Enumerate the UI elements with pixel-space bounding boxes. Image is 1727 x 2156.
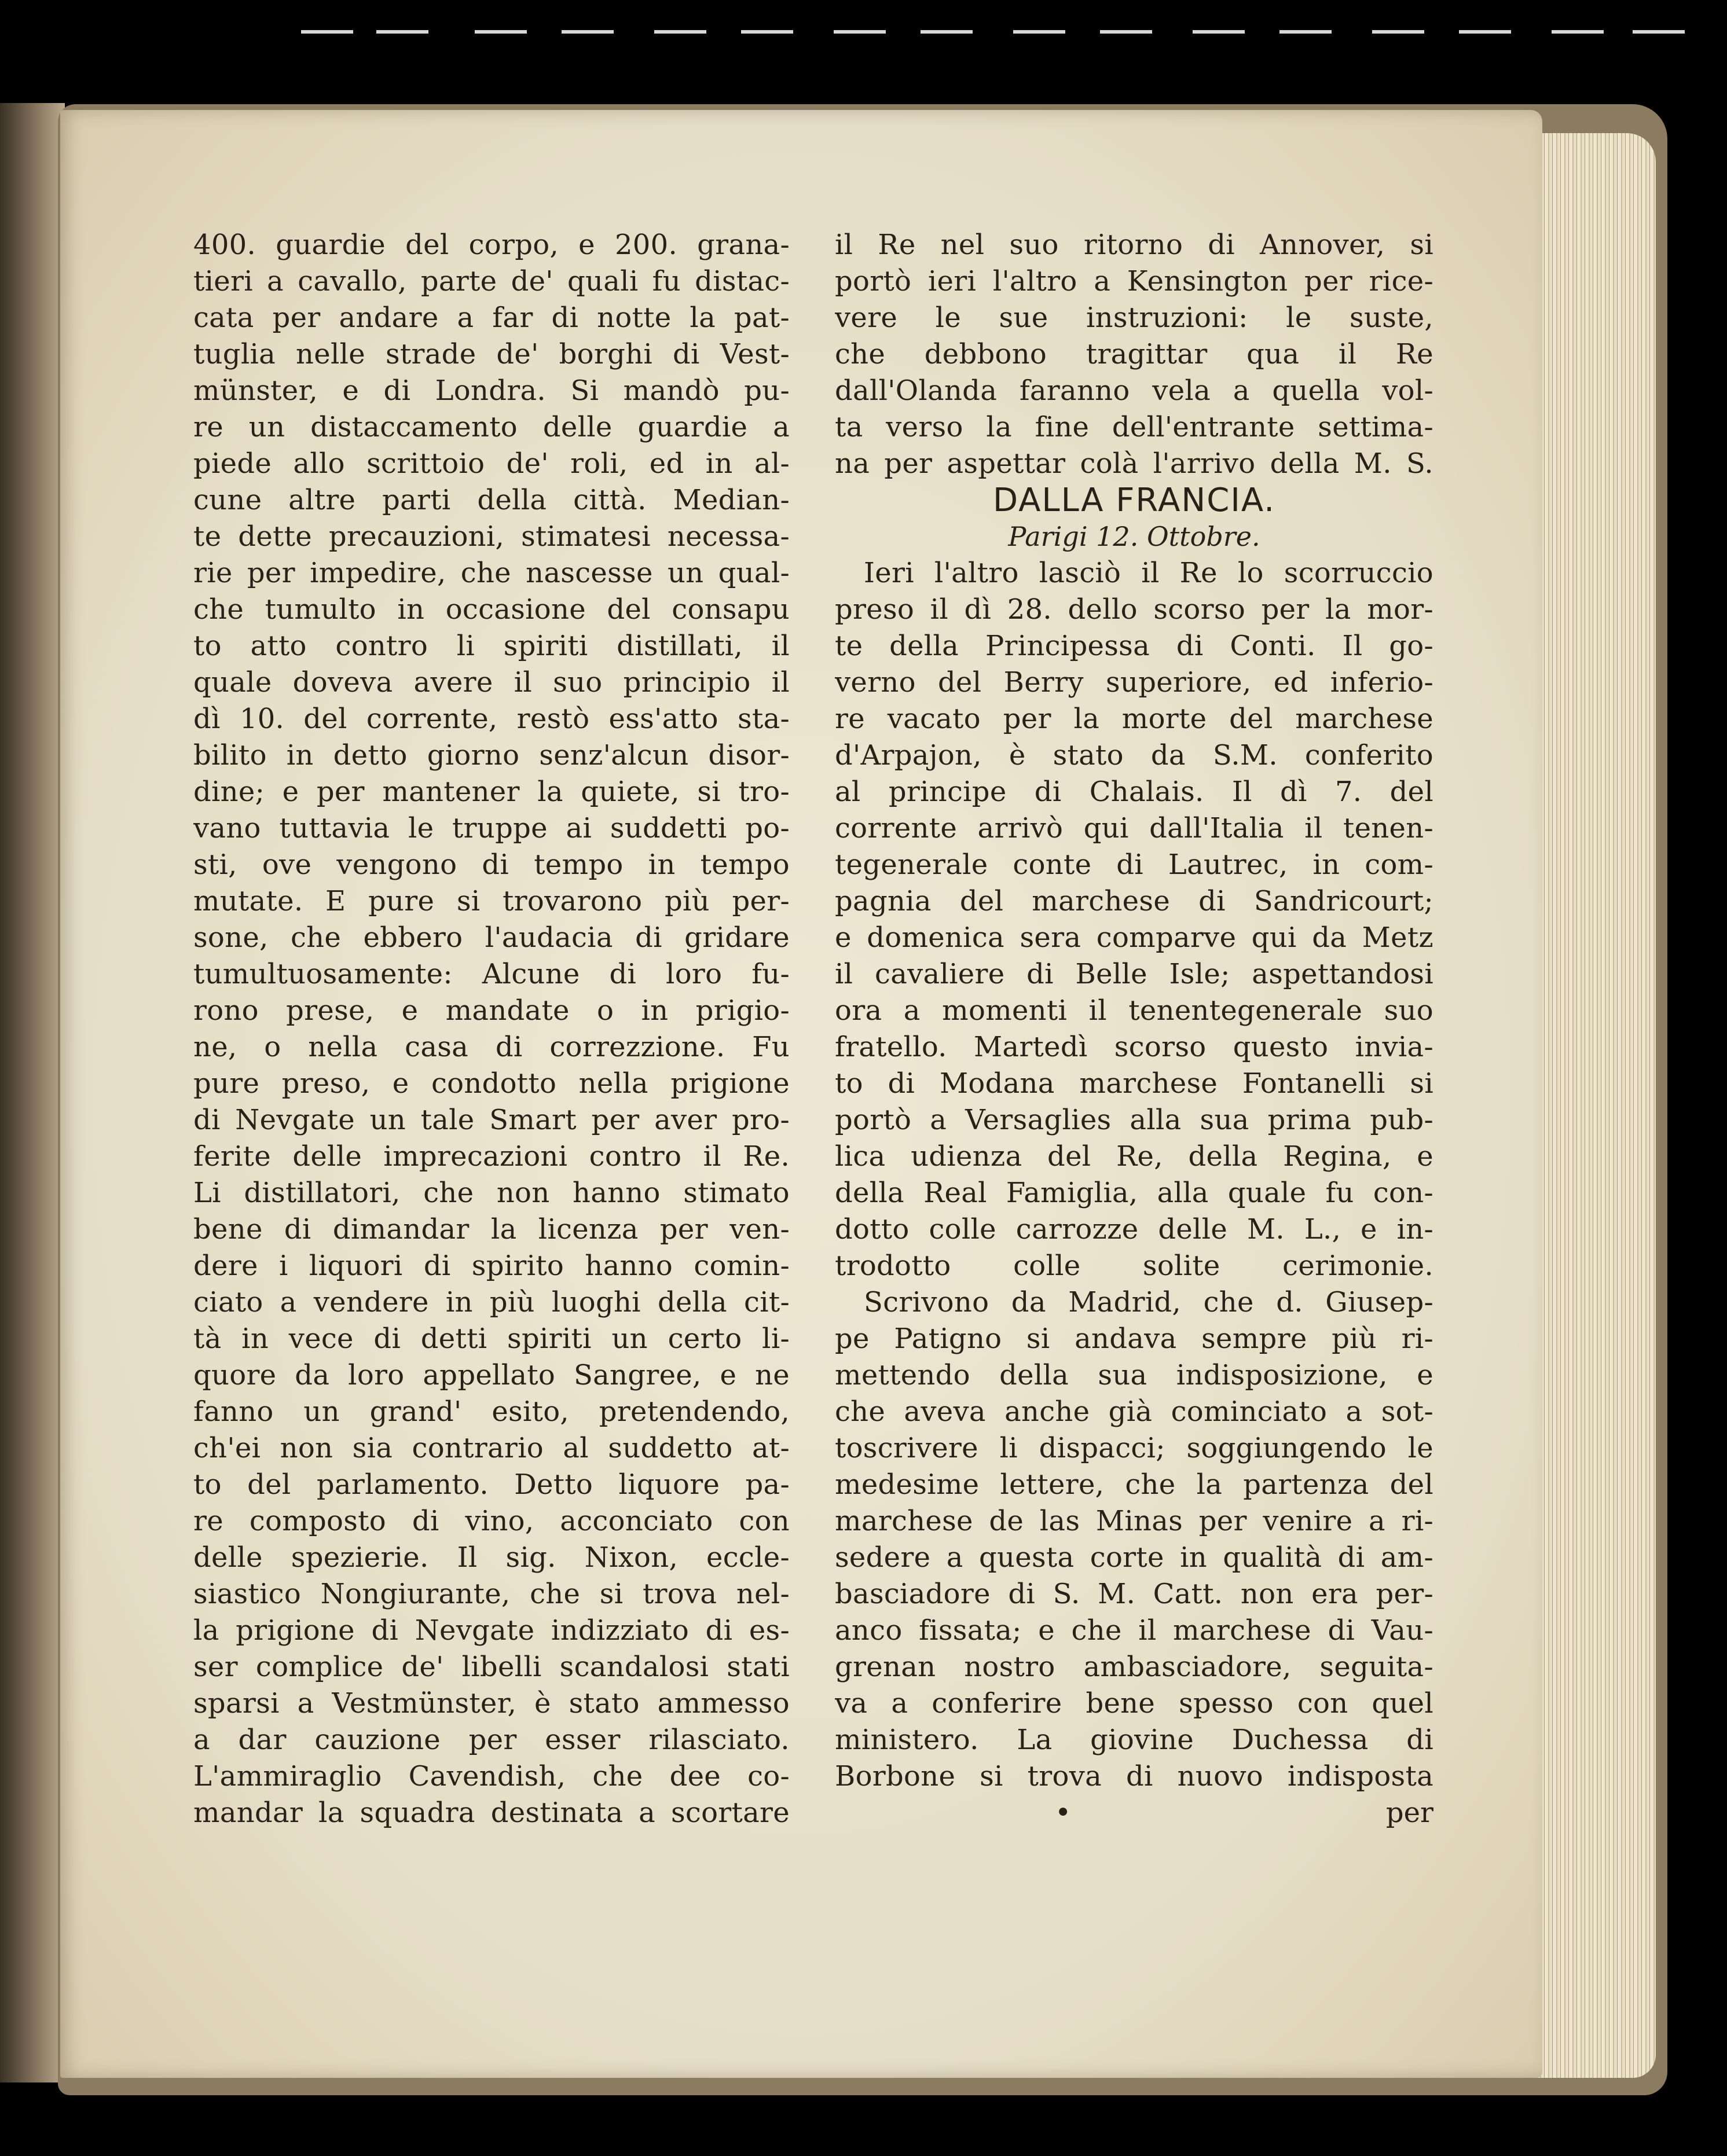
text-line: münster, e di Londra. Si mandò pu- bbox=[193, 374, 790, 407]
text-line: d'Arpajon, è stato da S.M. conferito bbox=[835, 739, 1433, 772]
text-line: il cavaliere di Belle Isle; aspettandosi bbox=[835, 958, 1433, 990]
text-line: ora a momenti il tenentegenerale suo bbox=[835, 994, 1433, 1027]
ruler-tick bbox=[475, 30, 527, 34]
text-line: grenan nostro ambasciadore, seguita- bbox=[835, 1651, 1433, 1683]
text-line: siastico Nongiurante, che si trova nel- bbox=[193, 1578, 790, 1610]
text-line: al principe di Chalais. Il dì 7. del bbox=[835, 776, 1433, 808]
text-line: na per aspettar colà l'arrivo della M. S. bbox=[835, 447, 1433, 480]
section-heading: DALLA FRANCIA. bbox=[992, 482, 1276, 519]
text-line: dì 10. del corrente, restò ess'atto sta- bbox=[193, 703, 790, 735]
text-line: verno del Berry superiore, ed inferio- bbox=[835, 666, 1433, 699]
text-line: ciato a vendere in più luoghi della cit- bbox=[193, 1286, 790, 1318]
ruler-tick bbox=[1100, 30, 1152, 34]
ruler-tick bbox=[921, 30, 973, 34]
text-line: bilito in detto giorno senz'alcun disor- bbox=[193, 739, 790, 772]
text-line: piede allo scrittoio de' roli, ed in al- bbox=[193, 447, 790, 480]
catchword: per bbox=[1385, 1797, 1433, 1829]
text-line: lica udienza del Re, della Regina, e bbox=[835, 1140, 1433, 1173]
text-line: re un distaccamento delle guardie a bbox=[193, 411, 790, 443]
text-line: Borbone si trova di nuovo indisposta bbox=[835, 1760, 1433, 1793]
text-line: ministero. La giovine Duchessa di bbox=[835, 1724, 1433, 1756]
text-line: sti, ove vengono di tempo in tempo bbox=[193, 849, 790, 881]
text-line: re composto di vino, acconciato con bbox=[193, 1505, 790, 1537]
text-line: to atto contro li spiriti distillati, il bbox=[193, 630, 790, 662]
ruler-tick bbox=[834, 30, 886, 34]
text-line: che debbono tragittar qua il Re bbox=[835, 338, 1433, 370]
left-column bbox=[193, 227, 790, 1831]
text-line: fanno un grand' esito, pretendendo, bbox=[193, 1395, 790, 1428]
text-line: va a conferire bene spesso con quel bbox=[835, 1687, 1433, 1720]
ruler-tick bbox=[301, 30, 353, 34]
ruler-tick bbox=[1193, 30, 1245, 34]
text-line: anco fissata; e che il marchese di Vau- bbox=[835, 1614, 1433, 1647]
text-line: il Re nel suo ritorno di Annover, si bbox=[835, 229, 1433, 261]
text-line: trodotto colle solite cerimonie. bbox=[835, 1250, 1433, 1282]
text-line: mutate. E pure si trovarono più per- bbox=[193, 885, 790, 917]
left-page-edge bbox=[0, 103, 65, 2082]
ruler-tick bbox=[1459, 30, 1511, 34]
text-line: a dar cauzione per esser rilasciato. bbox=[193, 1724, 790, 1756]
text-line: to del parlamento. Detto liquore pa- bbox=[193, 1468, 790, 1501]
ruler-tick bbox=[1279, 30, 1332, 34]
text-line: marchese de las Minas per venire a ri- bbox=[835, 1505, 1433, 1537]
ruler-tick bbox=[376, 30, 428, 34]
text-line: Li distillatori, che non hanno stimato bbox=[193, 1177, 790, 1209]
text-line: toscrivere li dispacci; soggiungendo le bbox=[835, 1432, 1433, 1464]
text-line: cune altre parti della città. Median- bbox=[193, 484, 790, 516]
text-line: che aveva anche già cominciato a sot- bbox=[835, 1395, 1433, 1428]
text-line: ta verso la fine dell'entrante settima- bbox=[835, 411, 1433, 443]
text-line: mettendo della sua indisposizione, e bbox=[835, 1359, 1433, 1391]
scan-ruler bbox=[0, 0, 1727, 98]
ruler-tick bbox=[1372, 30, 1424, 34]
text-line: to di Modana marchese Fontanelli si bbox=[835, 1067, 1433, 1100]
text-line: Scrivono da Madrid, che d. Giusep- bbox=[864, 1286, 1433, 1318]
text-line: portò ieri l'altro a Kensington per rice- bbox=[835, 265, 1433, 297]
text-line: te dette precauzioni, stimatesi necessa- bbox=[193, 520, 790, 553]
text-line: quale doveva avere il suo principio il bbox=[193, 666, 790, 699]
text-line: Ieri l'altro lasciò il Re lo scorruccio bbox=[864, 557, 1433, 589]
text-line: corrente arrivò qui dall'Italia il tenen- bbox=[835, 812, 1433, 844]
text-line: L'ammiraglio Cavendish, che dee co- bbox=[193, 1760, 790, 1793]
text-line: sedere a questa corte in qualità di am- bbox=[835, 1541, 1433, 1574]
page-edges bbox=[1528, 133, 1656, 2078]
page-footer bbox=[835, 1795, 1433, 1831]
text-line: preso il dì 28. dello scorso per la mor- bbox=[835, 593, 1433, 626]
text-line: ser complice de' libelli scandalosi stati bbox=[193, 1651, 790, 1683]
text-line: portò a Versaglies alla sua prima pub- bbox=[835, 1104, 1433, 1136]
text-line: tieri a cavallo, parte de' quali fu distac- bbox=[193, 265, 790, 297]
text-line: della Real Famiglia, alla quale fu con- bbox=[835, 1177, 1433, 1209]
text-line: dere i liquori di spirito hanno comin- bbox=[193, 1250, 790, 1282]
dateline: Parigi 12. Ottobre. bbox=[1008, 521, 1260, 552]
text-line: ch'ei non sia contrario al suddetto at- bbox=[193, 1432, 790, 1464]
text-line: tuglia nelle strade de' borghi di Vest- bbox=[193, 338, 790, 370]
text-line: pure preso, e condotto nella prigione bbox=[193, 1067, 790, 1100]
right-column-top-text bbox=[835, 227, 1433, 482]
text-line: mandar la squadra destinata a scortare bbox=[193, 1797, 790, 1829]
text-line: fratello. Martedì scorso questo invia- bbox=[835, 1031, 1433, 1063]
ruler-tick bbox=[741, 30, 793, 34]
text-line: tumultuosamente: Alcune di loro fu- bbox=[193, 958, 790, 990]
text-line: vere le sue instruzioni: le suste, bbox=[835, 302, 1433, 334]
ruler-tick bbox=[562, 30, 614, 34]
text-line: re vacato per la morte del marchese bbox=[835, 703, 1433, 735]
text-line: tà in vece di detti spiriti un certo li- bbox=[193, 1323, 790, 1355]
ruler-tick bbox=[1633, 30, 1685, 34]
text-line: pagnia del marchese di Sandricourt; bbox=[835, 885, 1433, 917]
text-line: e domenica sera comparve qui da Metz bbox=[835, 921, 1433, 954]
text-line: pe Patigno si andava sempre più ri- bbox=[835, 1323, 1433, 1355]
text-line: di Nevgate un tale Smart per aver pro- bbox=[193, 1104, 790, 1136]
text-line: medesime lettere, che la partenza del bbox=[835, 1468, 1433, 1501]
text-line: delle spezierie. Il sig. Nixon, eccle- bbox=[193, 1541, 790, 1574]
text-line: basciadore di S. M. Catt. non era per- bbox=[835, 1578, 1433, 1610]
text-line: dine; e per mantener la quiete, si tro- bbox=[193, 776, 790, 808]
signature-mark: • bbox=[1055, 1797, 1072, 1829]
right-column-bottom-text bbox=[835, 555, 1433, 1795]
text-line: ne, o nella casa di correzzione. Fu bbox=[193, 1031, 790, 1063]
text-line: che tumulto in occasione del consapu bbox=[193, 593, 790, 626]
text-line: bene di dimandar la licenza per ven- bbox=[193, 1213, 790, 1246]
text-line: sparsi a Vestmünster, è stato ammesso bbox=[193, 1687, 790, 1720]
text-line: rono prese, e mandate o in prigio- bbox=[193, 994, 790, 1027]
text-line: tegenerale conte di Lautrec, in com- bbox=[835, 849, 1433, 881]
right-column bbox=[835, 227, 1433, 1831]
text-line: te della Principessa di Conti. Il go- bbox=[835, 630, 1433, 662]
text-line: la prigione di Nevgate indizziato di es- bbox=[193, 1614, 790, 1647]
ruler-tick bbox=[654, 30, 706, 34]
ruler-tick bbox=[1552, 30, 1604, 34]
text-line: dotto colle carrozze delle M. L., e in- bbox=[835, 1213, 1433, 1246]
text-line: sone, che ebbero l'audacia di gridare bbox=[193, 921, 790, 954]
text-line: ferite delle imprecazioni contro il Re. bbox=[193, 1140, 790, 1173]
text-line: 400. guardie del corpo, e 200. grana- bbox=[193, 229, 790, 261]
text-line: rie per impedire, che nascesse un qual- bbox=[193, 557, 790, 589]
ruler-tick bbox=[1013, 30, 1065, 34]
text-line: quore da loro appellato Sangree, e ne bbox=[193, 1359, 790, 1391]
text-line: vano tuttavia le truppe ai suddetti po- bbox=[193, 812, 790, 844]
text-line: cata per andare a far di notte la pat- bbox=[193, 302, 790, 334]
text-line: dall'Olanda faranno vela a quella vol- bbox=[835, 374, 1433, 407]
